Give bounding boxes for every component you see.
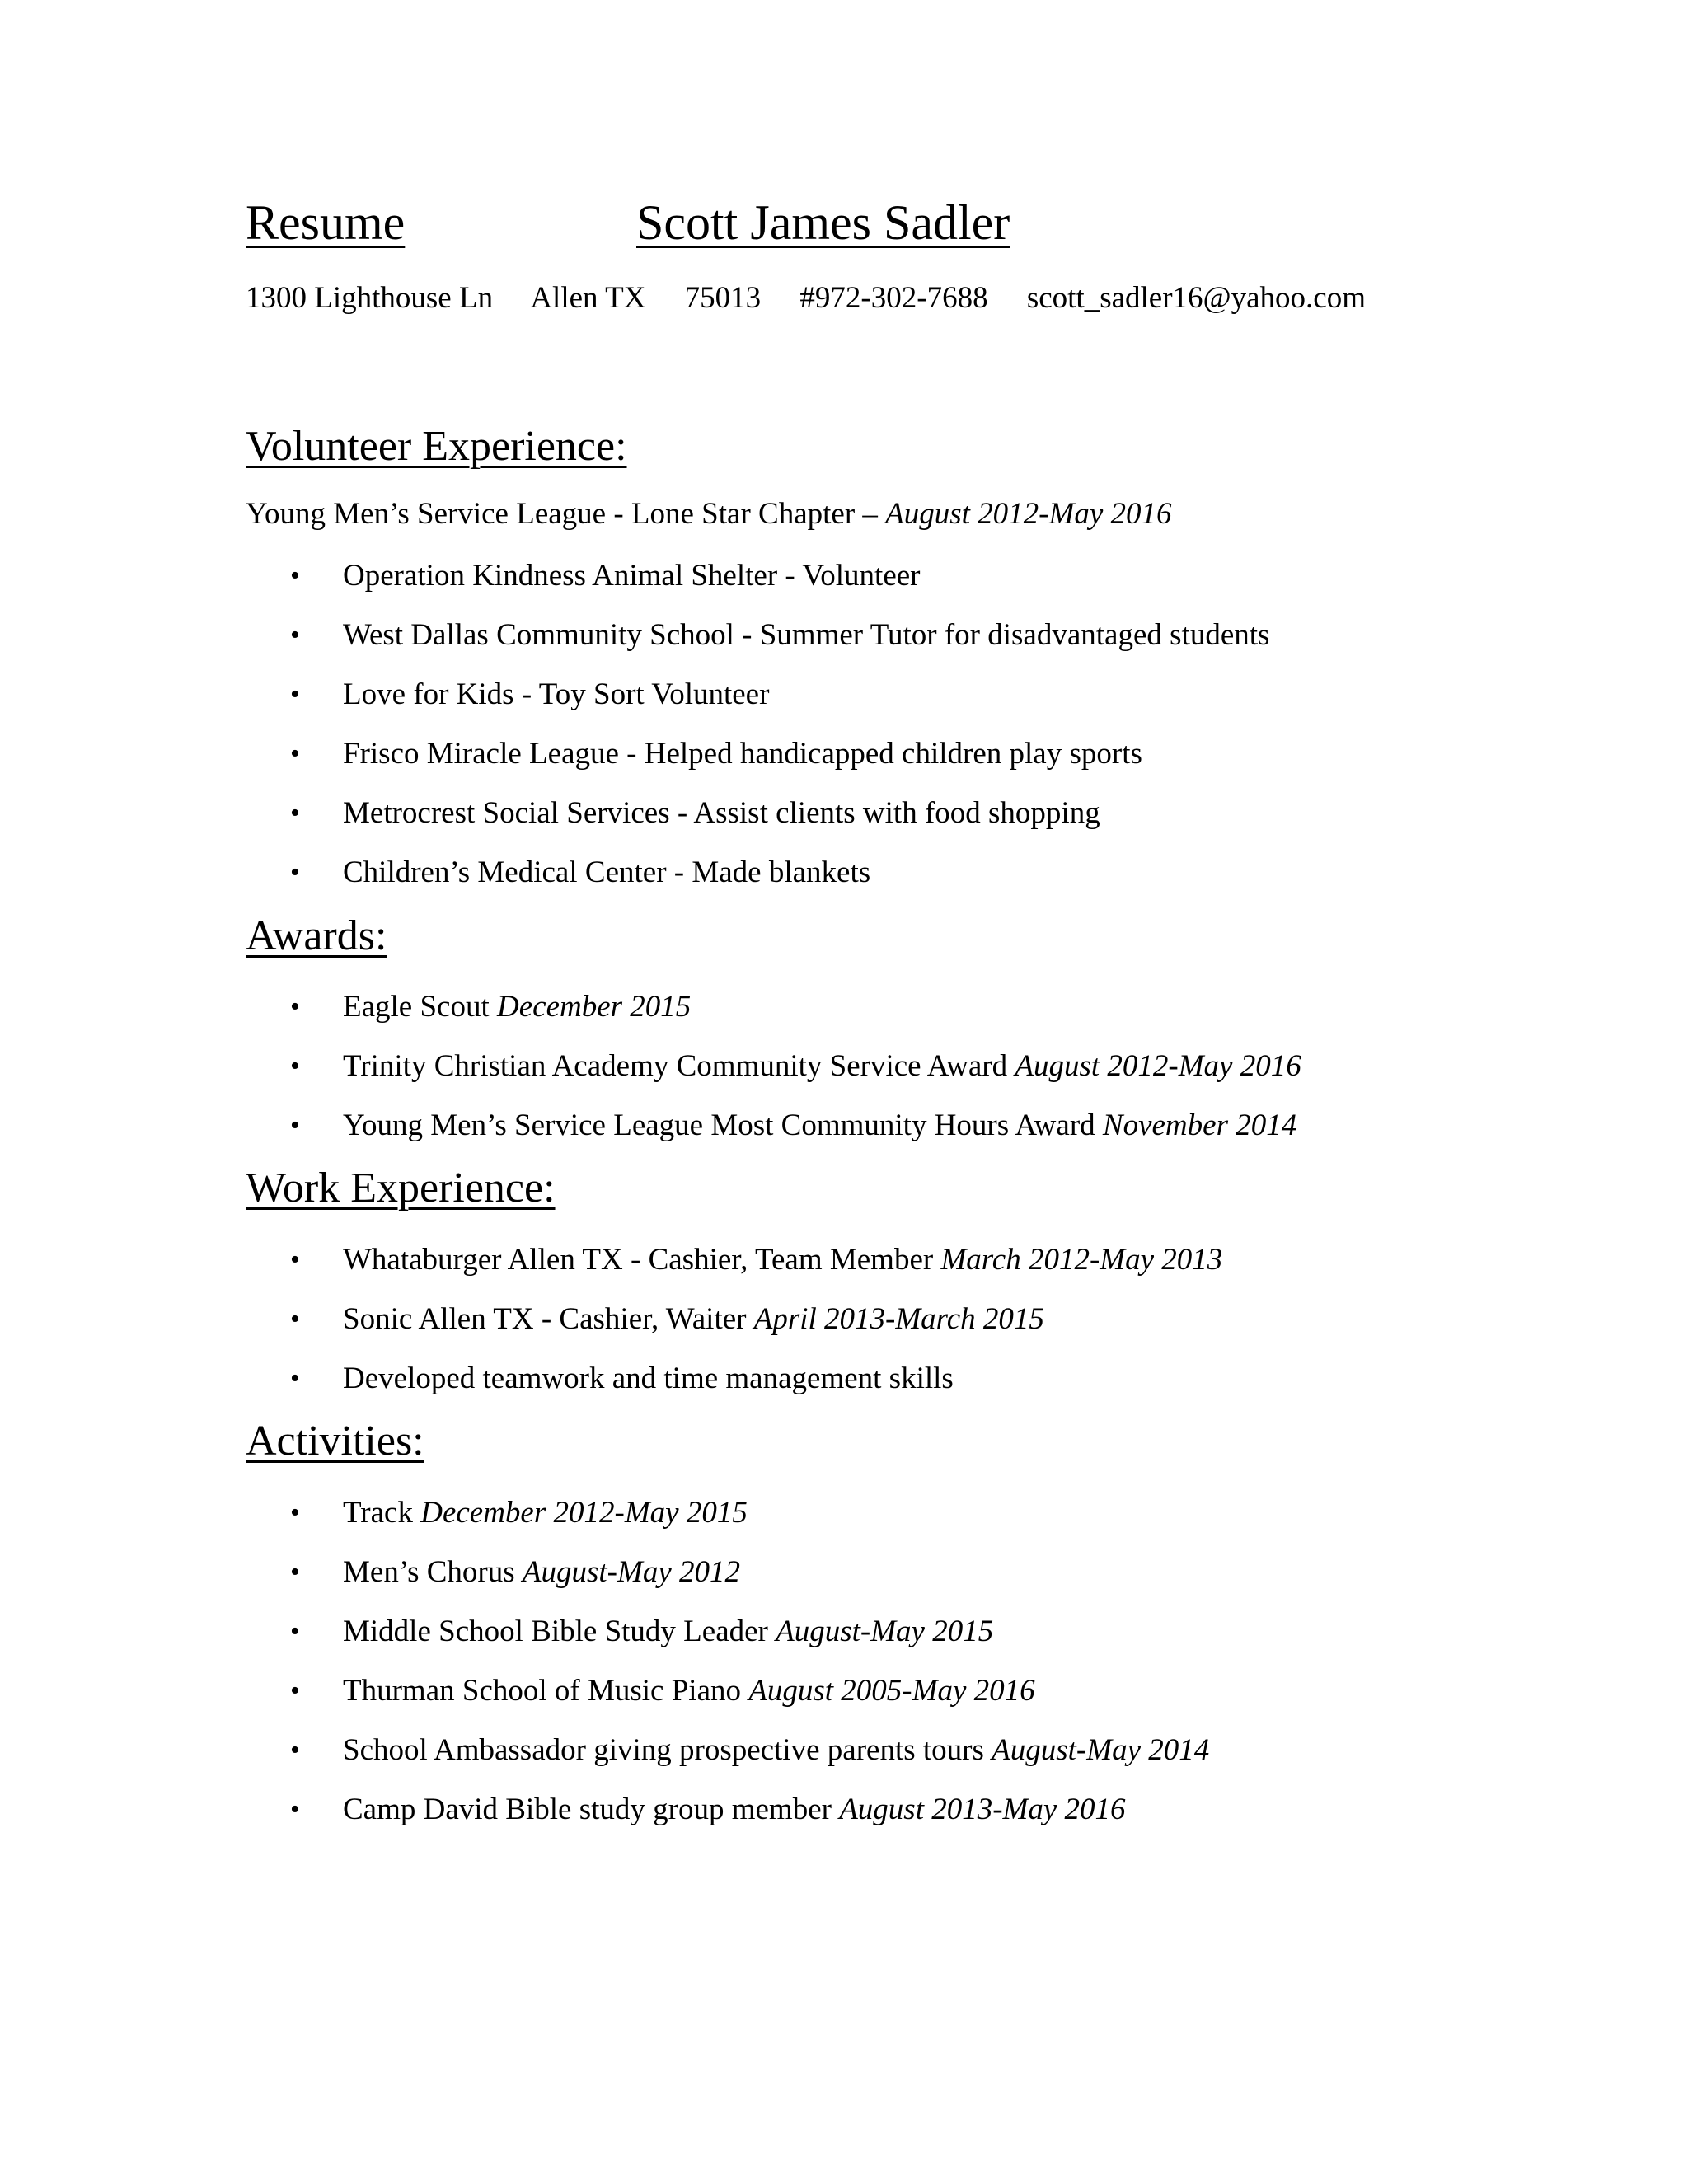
bullet-icon: • xyxy=(290,738,300,769)
contact-city-state: Allen TX xyxy=(530,281,646,315)
list-item xyxy=(0,1612,1209,1671)
resume-label: Resume xyxy=(246,195,406,250)
volunteer-list xyxy=(0,556,1269,912)
item-date: August 2013-May 2016 xyxy=(839,1793,1126,1826)
item-date: August-May 2014 xyxy=(992,1733,1210,1767)
bullet-icon: • xyxy=(290,679,300,710)
item-text: Metrocrest Social Services - Assist clients with food shopping xyxy=(343,796,1100,830)
bullet-icon: • xyxy=(290,1675,300,1706)
bullet-icon: • xyxy=(290,1497,300,1528)
bullet-icon: • xyxy=(290,1794,300,1825)
volunteer-heading: Volunteer Experience: xyxy=(246,423,627,470)
bullet-icon: • xyxy=(290,1363,300,1394)
bullet-icon: • xyxy=(290,857,300,888)
item-text: Children’s Medical Center - Made blankets xyxy=(343,855,871,889)
item-date: November 2014 xyxy=(1102,1108,1297,1142)
item-date: March 2012-May 2013 xyxy=(940,1243,1223,1277)
awards-heading: Awards: xyxy=(246,912,387,959)
bullet-icon: • xyxy=(290,991,300,1022)
bullet-icon: • xyxy=(290,560,300,591)
item-text: Sonic Allen TX - Cashier, Waiter xyxy=(343,1302,747,1336)
item-text: Love for Kids - Toy Sort Volunteer xyxy=(343,677,770,711)
list-item xyxy=(0,734,1269,794)
bullet-icon: • xyxy=(290,1110,300,1141)
bullet-icon: • xyxy=(290,1557,300,1587)
bullet-icon: • xyxy=(290,1304,300,1334)
list-item xyxy=(0,1047,1301,1106)
bullet-icon: • xyxy=(290,798,300,828)
list-item xyxy=(0,1359,1222,1418)
list-item xyxy=(0,1493,1209,1553)
contact-street: 1300 Lighthouse Ln xyxy=(246,281,494,315)
list-item xyxy=(0,616,1269,675)
bullet-icon: • xyxy=(290,1244,300,1275)
list-item xyxy=(0,1731,1209,1790)
item-date: August-May 2015 xyxy=(776,1615,994,1648)
bullet-icon: • xyxy=(290,1735,300,1765)
list-item xyxy=(0,1671,1209,1731)
list-item xyxy=(0,987,1301,1047)
item-date: August 2005-May 2016 xyxy=(748,1674,1035,1708)
item-text: Young Men’s Service League Most Community Hours Award xyxy=(343,1108,1095,1142)
activities-heading: Activities: xyxy=(246,1418,424,1465)
organization-dates: August 2012-May 2016 xyxy=(885,497,1172,531)
organization-name: Young Men’s Service League - Lone Star Chapter – xyxy=(246,497,878,531)
item-text: West Dallas Community School - Summer Tutor for disadvantaged students xyxy=(343,618,1270,652)
awards-list xyxy=(0,987,1301,1165)
item-text: Developed teamwork and time management skills xyxy=(343,1361,954,1395)
item-date: August-May 2012 xyxy=(522,1555,741,1589)
list-item xyxy=(0,1240,1222,1300)
item-text: Camp David Bible study group member xyxy=(343,1793,832,1826)
item-date: August 2012-May 2016 xyxy=(1015,1049,1301,1083)
bullet-icon: • xyxy=(290,1616,300,1647)
work-list xyxy=(0,1240,1222,1418)
list-item xyxy=(0,1106,1301,1165)
item-text: Men’s Chorus xyxy=(343,1555,515,1589)
list-item xyxy=(0,556,1269,616)
list-item xyxy=(0,1300,1222,1359)
bullet-icon: • xyxy=(290,1051,300,1081)
item-date: December 2012-May 2015 xyxy=(420,1496,748,1530)
item-text: Whataburger Allen TX - Cashier, Team Member xyxy=(343,1243,934,1277)
item-date: December 2015 xyxy=(497,990,692,1024)
list-item xyxy=(0,675,1269,734)
contact-line xyxy=(246,279,1366,318)
list-item xyxy=(0,853,1269,912)
item-date: April 2013-March 2015 xyxy=(753,1302,1044,1336)
list-item xyxy=(0,1790,1209,1849)
contact-phone: #972-302-7688 xyxy=(799,281,988,315)
item-text: Frisco Miracle League - Helped handicapped children play sports xyxy=(343,737,1142,771)
person-name: Scott James Sadler xyxy=(636,195,1010,250)
bullet-icon: • xyxy=(290,620,300,650)
item-text: School Ambassador giving prospective parents tours xyxy=(343,1733,984,1767)
list-item xyxy=(0,794,1269,853)
item-text: Thurman School of Music Piano xyxy=(343,1674,742,1708)
contact-email: scott_sadler16@yahoo.com xyxy=(1026,281,1367,315)
contact-zip: 75013 xyxy=(684,281,762,315)
work-heading: Work Experience: xyxy=(246,1165,556,1212)
item-text: Track xyxy=(343,1496,413,1530)
list-item xyxy=(0,1553,1209,1612)
volunteer-organization xyxy=(246,494,1172,534)
activities-list xyxy=(0,1493,1209,1849)
item-text: Trinity Christian Academy Community Service Award xyxy=(343,1049,1008,1083)
item-text: Operation Kindness Animal Shelter - Volunteer xyxy=(343,559,921,593)
item-text: Middle School Bible Study Leader xyxy=(343,1615,768,1648)
item-text: Eagle Scout xyxy=(343,990,490,1024)
